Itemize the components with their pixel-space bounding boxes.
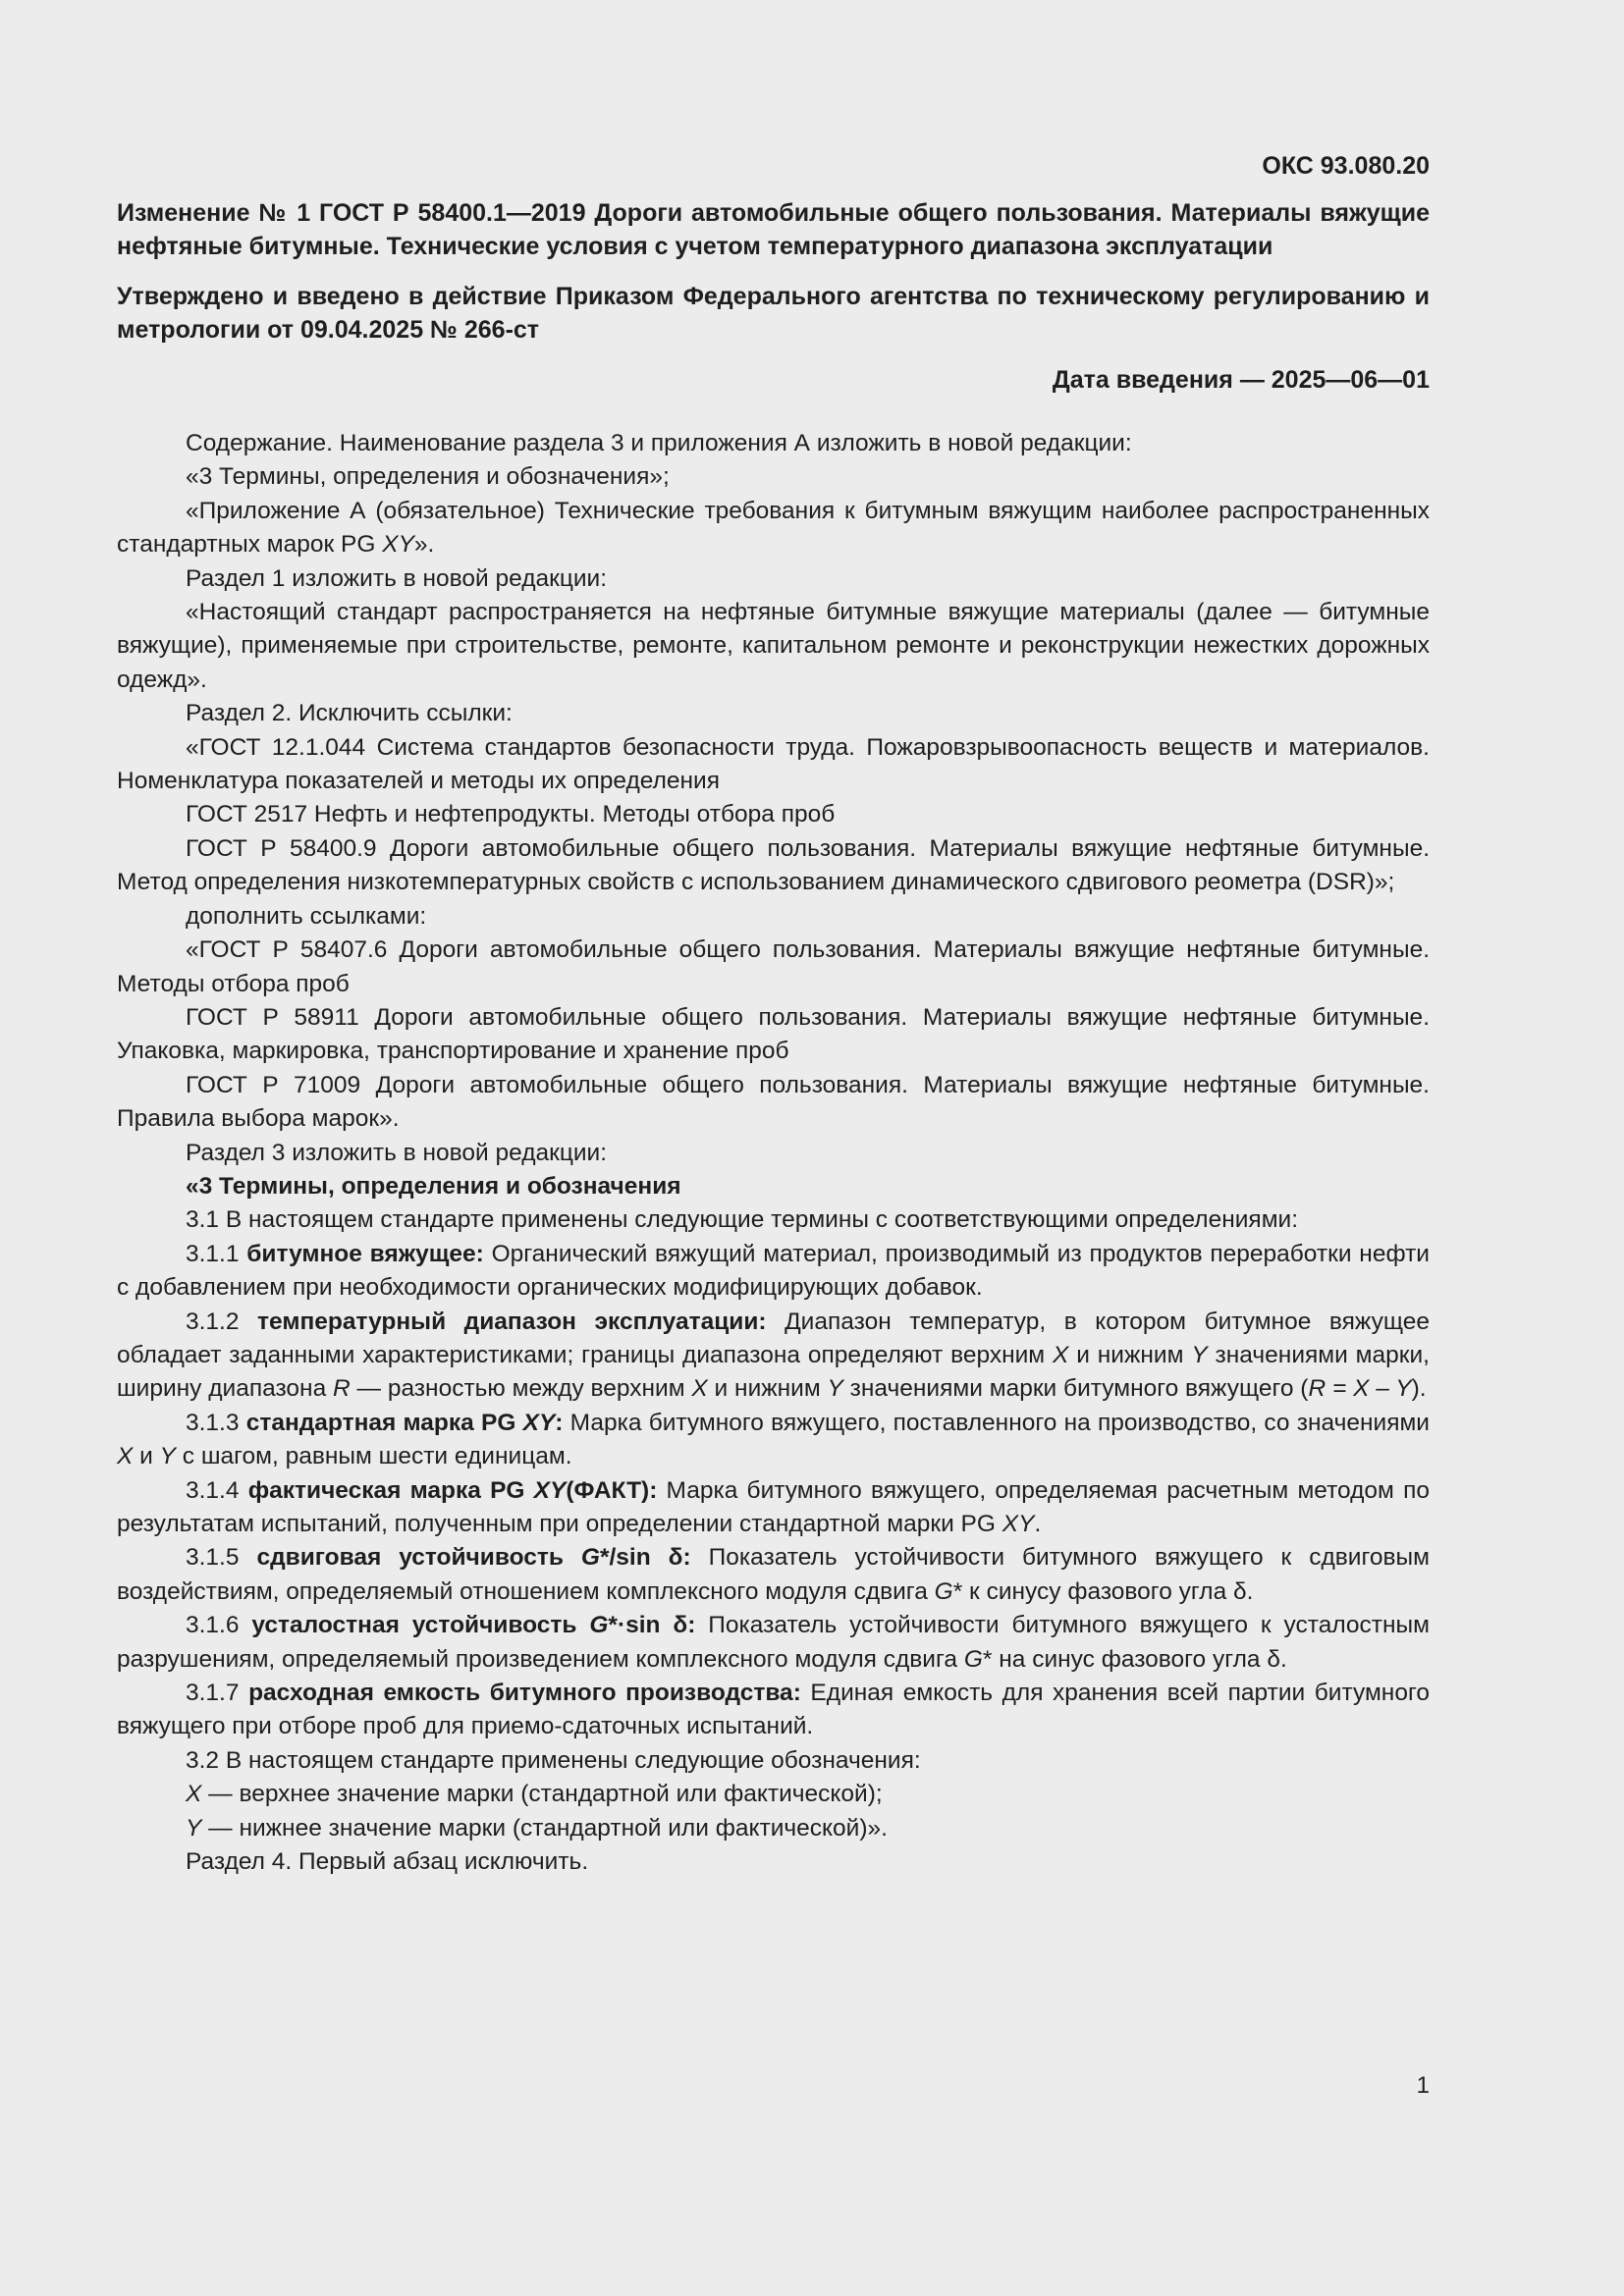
paragraph: 3.2 В настоящем стандарте применены следующие обозначения: [186,1746,921,1774]
term-3-1-2: 3.1.2 температурный диапазон эксплуатации: Диапазон температур, в котором битумное вяжущее обладает заданными характеристиками; границы диапазона определяют верхним X и нижним Y значениями марки, ширину диапазона R — разностью между верхним X и нижним Y значениями марки битумного вяжущего (R = X – Y). [117,1308,1430,1403]
paragraph: Раздел 4. Первый абзац исключить. [186,1848,589,1876]
page-content [117,149,1430,1879]
paragraph: Содержание. Наименование раздела 3 и приложения А изложить в новой редакции: [186,430,1132,456]
paragraph: «ГОСТ 12.1.044 Система стандартов безопасности труда. Пожаровзрывоопасность веществ и материалов. Номенклатура показателей и методы их определения [117,733,1430,795]
term-3-1-5: 3.1.5 сдвиговая устойчивость G*/sin δ: Показатель устойчивости битумного вяжущего к сдвиговым воздействиям, определяемый отношением комплексного модуля сдвига G* к синусу фазового угла δ. [117,1544,1430,1605]
term-3-1-6: 3.1.6 усталостная устойчивость G*·sin δ: Показатель устойчивости битумного вяжущего к усталостным разрушениям, определяемый произведением комплексного модуля сдвига G* на синус фазового угла δ. [117,1612,1430,1673]
symbol-x: X — верхнее значение марки (стандартной или фактической); [186,1781,883,1808]
paragraph: 3.1 В настоящем стандарте применены следующие термины с соответствующими определениями: [186,1206,1299,1234]
oks-code: ОКС 93.080.20 [1262,152,1430,180]
paragraph: ГОСТ Р 71009 Дороги автомобильные общего пользования. Материалы вяжущие нефтяные битумные. Правила выбора марок». [117,1071,1430,1133]
effective-date: Дата введения — 2025—06—01 [1052,366,1430,394]
paragraph: ГОСТ Р 58911 Дороги автомобильные общего пользования. Материалы вяжущие нефтяные битумные. Упаковка, маркировка, транспортирование и хранение проб [117,1003,1430,1065]
paragraph: «Настоящий стандарт распространяется на нефтяные битумные вяжущие материалы (далее — битумные вяжущие), применяемые при строительстве, ремонте, капитальном ремонте и реконструкции нежестких дорожных одежд». [117,599,1430,693]
section-heading: «3 Термины, определения и обозначения [186,1172,681,1200]
document-body [117,427,1430,1879]
paragraph: «3 Термины, определения и обозначения»; [186,463,670,491]
term-3-1-1: 3.1.1 битумное вяжущее: Органический вяжущий материал, производимый из продуктов переработки нефти с добавлением при необходимости органических модифицирующих добавок. [117,1240,1430,1302]
paragraph: ГОСТ 2517 Нефть и нефтепродукты. Методы отбора проб [186,801,836,828]
paragraph: «ГОСТ Р 58407.6 Дороги автомобильные общего пользования. Материалы вяжущие нефтяные битумные. Методы отбора проб [117,936,1430,997]
paragraph: ГОСТ Р 58400.9 Дороги автомобильные общего пользования. Материалы вяжущие нефтяные битумные. Метод определения низкотемпературных свойств с использованием динамического сдвигового реометра (DSR)»; [117,834,1430,896]
paragraph: Раздел 3 изложить в новой редакции: [186,1139,608,1166]
paragraph: «Приложение А (обязательное) Технические требования к битумным вяжущим наиболее распространенных стандартных марок PG XY». [117,497,1430,559]
term-3-1-3: 3.1.3 стандартная марка PG XY: Марка битумного вяжущего, поставленного на производство, со значениями X и Y с шагом, равным шести единицам. [117,1409,1430,1470]
term-3-1-7: 3.1.7 расходная емкость битумного производства: Единая емкость для хранения всей партии битумного вяжущего при отборе проб для приемо-сдаточных испытаний. [117,1680,1430,1740]
approval-statement: Утверждено и введено в действие Приказом Федерального агентства по техническому регулированию и метрологии от 09.04.2025 № 266-ст [117,283,1430,344]
term-3-1-4: 3.1.4 фактическая марка PG XY(ФАКТ): Марка битумного вяжущего, определяемая расчетным методом по результатам испытаний, полученным при определении стандартной марки PG XY. [117,1476,1430,1537]
page-number: 1 [1416,2072,1430,2099]
symbol-y: Y — нижнее значение марки (стандартной или фактической)». [186,1814,888,1842]
change-title: Изменение № 1 ГОСТ Р 58400.1—2019 Дороги автомобильные общего пользования. Материалы вяжущие нефтяные битумные. Технические условия с учетом температурного диапазона эксплуатации [117,199,1430,260]
paragraph: Раздел 2. Исключить ссылки: [186,700,513,727]
paragraph: дополнить ссылками: [186,902,427,930]
paragraph: Раздел 1 изложить в новой редакции: [186,564,608,592]
